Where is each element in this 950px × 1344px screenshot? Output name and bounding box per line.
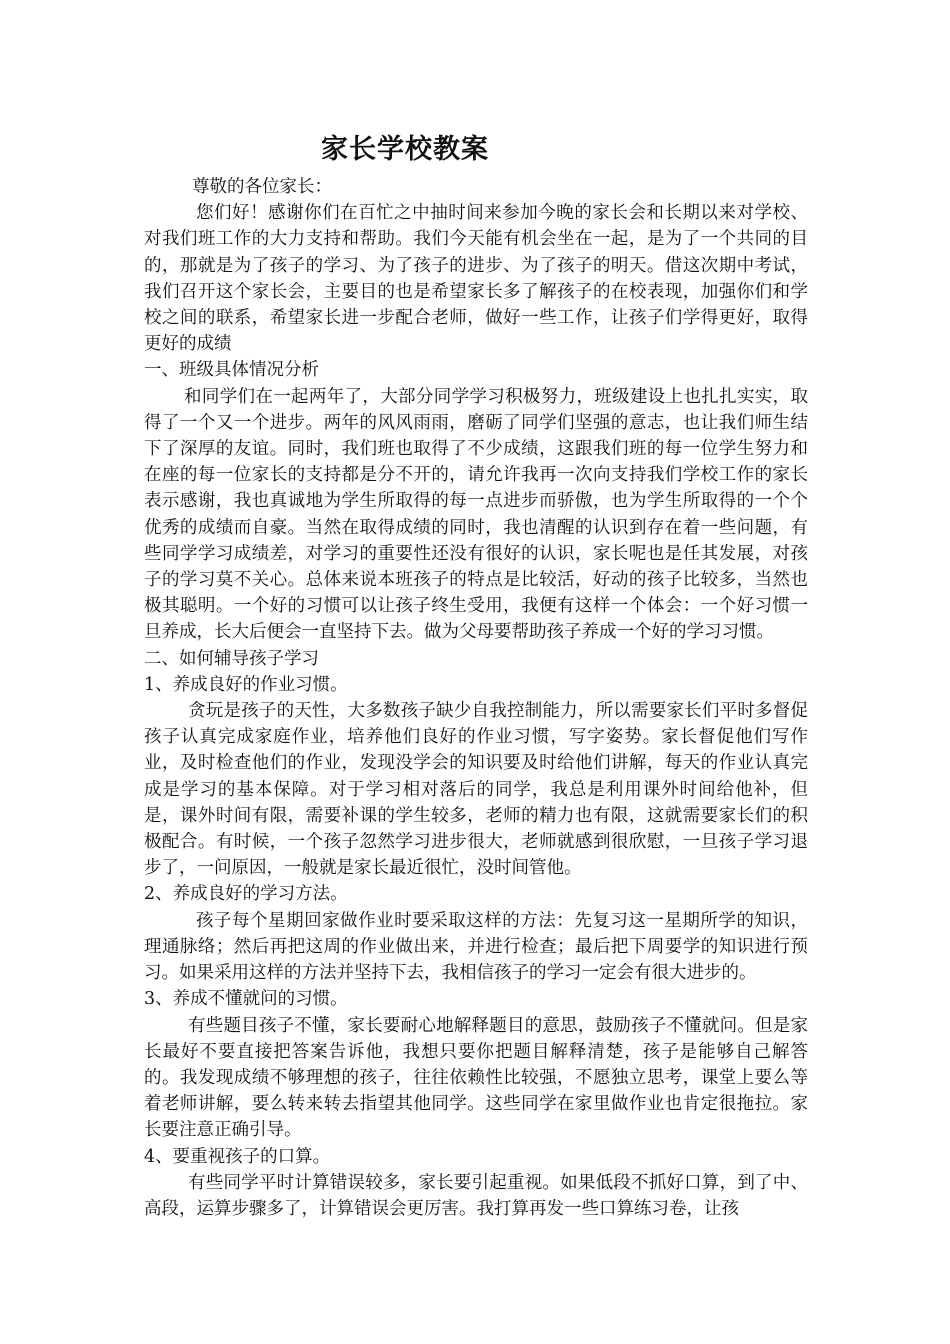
item-4-heading: 4、要重视孩子的口算。 <box>144 1146 331 1167</box>
item-4-paragraph: 有些同学平时计算错误较多，家长要引起重视。如果低段不抓好口算，到了中、高段，运算步骤多了，计算错误会更厉害。我打算再发一些口算练习卷，让孩 <box>144 1172 808 1219</box>
item-3-heading: 3、养成不懂就问的习惯。 <box>144 989 348 1010</box>
item-2-heading: 2、养成良好的学习方法。 <box>144 884 348 905</box>
intro-paragraph: 您们好！感谢你们在百忙之中抽时间来参加今晚的家长会和长期以来对学校、对我们班工作的大力支持和帮助。我们今天能有机会坐在一起，是为了一个共同的目的，那就是为了孩子的学习、为了孩子的进步、为了孩子的明天。借这次期中考试，我们召开这个家长会，主要目的也是希望家长多了解孩子的在校表现，加强你们和学校之间的联系，希望家长进一步配合老师，做好一些工作，让孩子们学得更好，取得更好的成绩 <box>144 203 808 355</box>
item-2-paragraph: 孩子每个星期回家做作业时要采取这样的方法：先复习这一星期所学的知识，理通脉络；然后再把这周的作业做出来，并进行检查；最后把下周要学的知识进行预习。如果采用这样的方法并坚持下去，我相信孩子的学习一定会有很大进步的。 <box>144 910 808 984</box>
section-2-heading: 二、如何辅导孩子学习 <box>144 648 319 669</box>
document-body <box>144 174 808 1222</box>
document-title <box>0 130 950 170</box>
item-1-paragraph: 贪玩是孩子的天性，大多数孩子缺少自我控制能力，所以需要家长们平时多督促孩子认真完成家庭作业，培养他们良好的作业习惯，写字姿势。家长督促他们写作业，及时检查他们的作业，发现没学会的知识要及时给他们讲解，每天的作业认真完成是学习的基本保障。对于学习相对落后的同学，我总是利用课外时间给他补，但是，课外时间有限，需要补课的学生较多，老师的精力也有限，这就需要家长们的积极配合。有时候，一个孩子忽然学习进步很大，老师就感到很欣慰，一旦孩子学习退步了，一问原因，一般就是家长最近很忙，没时间管他。 <box>144 701 808 879</box>
section-1-heading: 一、班级具体情况分析 <box>144 360 319 381</box>
title-text: 家长学校教案 <box>321 134 489 165</box>
salutation: 尊敬的各位家长： <box>192 177 332 197</box>
item-1-heading: 1、养成良好的作业习惯。 <box>144 674 348 695</box>
section-1-paragraph: 和同学们在一起两年了，大部分同学学习积极努力，班级建设上也扎扎实实，取得了一个又一个进步。两年的风风雨雨，磨砺了同学们坚强的意志，也让我们师生结下了深厚的友谊。同时，我们班也取得了不少成绩，这跟我们班的每一位学生努力和在座的每一位家长的支持都是分不开的，请允许我再一次向支持我们学校工作的家长表示感谢，我也真诚地为学生所取得的每一点进步而骄傲，也为学生所取得的一个个优秀的成绩而自豪。当然在取得成绩的同时，我也清醒的认识到存在着一些问题，有些同学学习成绩差，对学习的重要性还没有很好的认识，家长呢也是任其发展，对孩子的学习莫不关心。总体来说本班孩子的特点是比较活，好动的孩子比较多，当然也极其聪明。一个好的习惯可以让孩子终生受用，我便有这样一个体会：一个好习惯一旦养成，长大后便会一直坚持下去。做为父母要帮助孩子养成一个好的学习习惯。 <box>144 386 808 643</box>
item-3-paragraph: 有些题目孩子不懂，家长要耐心地解释题目的意思，鼓励孩子不懂就问。但是家长最好不要直接把答案告诉他，我想只要你把题目解释清楚，孩子是能够自己解答的。我发现成绩不够理想的孩子，往往依赖性比较强，不愿独立思考，课堂上要么等着老师讲解，要么转来转去指望其他同学。这些同学在家里做作业也肯定很拖拉。家长要注意正确引导。 <box>144 1015 808 1141</box>
